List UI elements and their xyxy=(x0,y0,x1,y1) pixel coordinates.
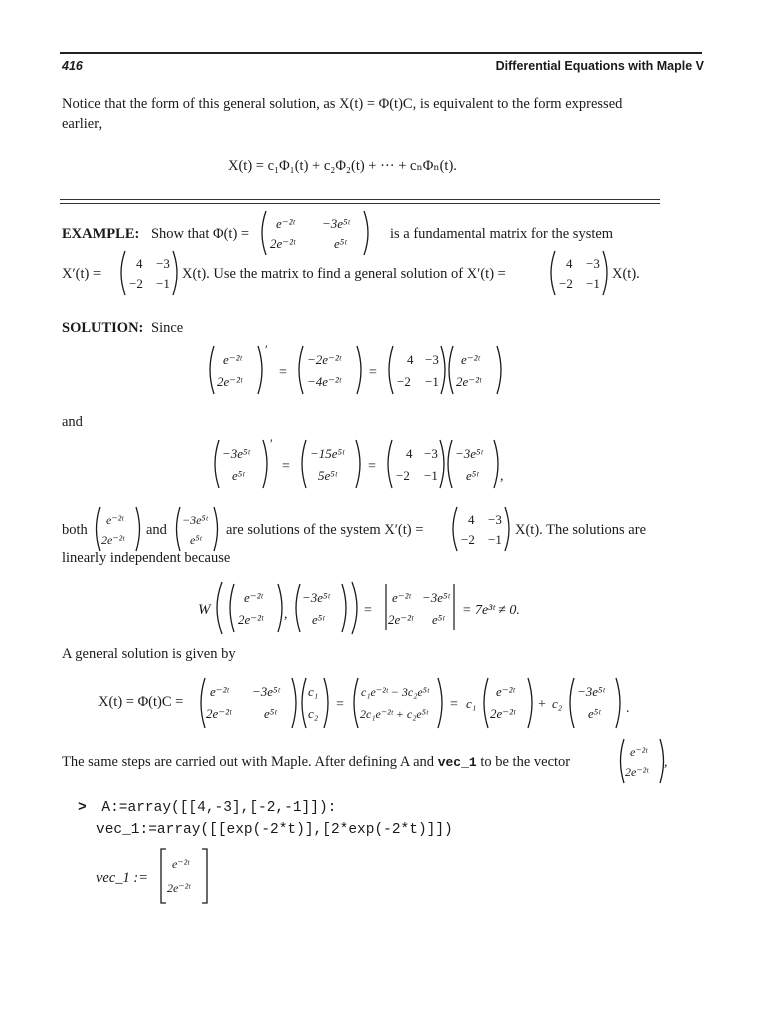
svg-text:.: . xyxy=(626,701,630,716)
solution-and: and xyxy=(62,414,83,430)
wronskian-equation xyxy=(196,578,536,638)
phi-m11: e⁻²ᵗ xyxy=(276,216,295,231)
maple-output-e1: e⁻²ᵗ xyxy=(172,857,190,871)
vector-2 xyxy=(172,504,222,554)
maple-code-line-1 xyxy=(78,800,336,816)
svg-text:c₂: c₂ xyxy=(308,706,319,721)
solution-solutions-are: X(t). The solutions are xyxy=(515,522,647,538)
system-end: X(t). xyxy=(612,266,640,282)
general-lhs: X(t) = Φ(t)C = xyxy=(98,694,184,710)
svg-text:−3: −3 xyxy=(425,352,439,367)
maple-intro-text: The same steps are carried out with Maple. After defining A and xyxy=(62,754,435,770)
phi-m21: 2e⁻²ᵗ xyxy=(270,236,296,251)
solution-and-2: and xyxy=(146,522,167,538)
svg-text:,: , xyxy=(284,607,288,622)
svg-text:−2: −2 xyxy=(397,374,411,389)
example-show-text: Show that Φ(t) = xyxy=(150,226,250,242)
maple-vec-name: vec_1 xyxy=(437,755,477,770)
svg-text:,: , xyxy=(664,755,668,770)
system-text: X(t). Use the matrix to find a general solution of X′(t) = xyxy=(182,266,506,282)
svg-text:e⁻²ᵗ: e⁻²ᵗ xyxy=(461,352,480,367)
svg-text:4: 4 xyxy=(468,512,475,527)
svg-text:−3e⁵ᵗ: −3e⁵ᵗ xyxy=(455,446,483,461)
svg-text:e⁵ᵗ: e⁵ᵗ xyxy=(312,612,325,627)
svg-text:−4e⁻²ᵗ: −4e⁻²ᵗ xyxy=(307,374,341,389)
svg-text:2e⁻²ᵗ: 2e⁻²ᵗ xyxy=(101,533,125,547)
page-number: 416 xyxy=(62,59,83,73)
solution-linearly: linearly independent because xyxy=(62,550,231,566)
wronskian-result: = 7e³ᵗ ≠ 0. xyxy=(462,603,520,618)
vector-1 xyxy=(92,504,144,554)
svg-text:2e⁻²ᵗ: 2e⁻²ᵗ xyxy=(217,374,243,389)
svg-text:−1: −1 xyxy=(424,468,438,483)
A1-m11: 4 xyxy=(136,256,143,271)
solution-both: both xyxy=(62,522,88,538)
A1-m22: −1 xyxy=(156,276,170,291)
example-intro xyxy=(62,224,249,244)
svg-text:+: + xyxy=(538,697,546,712)
maple-intro-text-2: to be the vector xyxy=(480,754,571,770)
svg-text:4: 4 xyxy=(406,446,413,461)
example-fundamental-text: is a fundamental matrix for the system xyxy=(390,226,614,242)
maple-output-vector xyxy=(158,846,210,906)
svg-text:=: = xyxy=(369,365,377,380)
maple-code-2: vec_1:=array([[exp(-2*t)],[2*exp(-2*t)]]) xyxy=(96,822,453,838)
svg-text:=: = xyxy=(368,459,376,474)
vector-3 xyxy=(616,736,668,786)
svg-text:2e⁻²ᵗ: 2e⁻²ᵗ xyxy=(625,765,649,779)
solution-label: SOLUTION: xyxy=(62,320,144,336)
svg-text:−1: −1 xyxy=(425,374,439,389)
svg-text:=: = xyxy=(450,697,458,712)
svg-text:2e⁻²ᵗ: 2e⁻²ᵗ xyxy=(388,612,414,627)
svg-text:4: 4 xyxy=(407,352,414,367)
svg-text:−1: −1 xyxy=(488,532,502,547)
solution-are-solutions: are solutions of the system X′(t) = xyxy=(226,522,424,538)
svg-text:−3e⁵ᵗ: −3e⁵ᵗ xyxy=(222,446,250,461)
svg-text:e⁵ᵗ: e⁵ᵗ xyxy=(232,468,245,483)
svg-text:5e⁵ᵗ: 5e⁵ᵗ xyxy=(318,468,337,483)
A-matrix-1 xyxy=(116,248,182,298)
A1-m21: −2 xyxy=(129,276,143,291)
svg-text:e⁵ᵗ: e⁵ᵗ xyxy=(264,706,277,721)
header-rule xyxy=(60,52,702,54)
maple-output-e2: 2e⁻²ᵗ xyxy=(167,881,191,895)
svg-text:e⁵ᵗ: e⁵ᵗ xyxy=(190,533,202,547)
svg-text:−2e⁻²ᵗ: −2e⁻²ᵗ xyxy=(307,352,341,367)
svg-text:−3e⁵ᵗ: −3e⁵ᵗ xyxy=(577,684,605,699)
phi-matrix xyxy=(256,208,376,258)
example-rule-bottom xyxy=(60,203,660,204)
svg-text:′: ′ xyxy=(270,436,273,451)
A2-m11: 4 xyxy=(566,256,573,271)
A2-m12: −3 xyxy=(586,256,600,271)
svg-text:−3e⁵ᵗ: −3e⁵ᵗ xyxy=(182,513,208,527)
system-lhs: X′(t) = xyxy=(62,266,102,282)
svg-text:′: ′ xyxy=(265,342,268,357)
svg-text:e⁻²ᵗ: e⁻²ᵗ xyxy=(630,745,648,759)
svg-text:e⁵ᵗ: e⁵ᵗ xyxy=(432,612,445,627)
svg-text:=: = xyxy=(279,365,287,380)
svg-text:2e⁻²ᵗ: 2e⁻²ᵗ xyxy=(456,374,482,389)
svg-text:−2: −2 xyxy=(461,532,475,547)
svg-text:e⁻²ᵗ: e⁻²ᵗ xyxy=(210,684,229,699)
A2-m21: −2 xyxy=(559,276,573,291)
svg-text:=: = xyxy=(282,459,290,474)
svg-text:2e⁻²ᵗ: 2e⁻²ᵗ xyxy=(206,706,232,721)
book-title: Differential Equations with Maple V xyxy=(495,59,704,73)
derivative-equation-2 xyxy=(210,436,506,492)
A-matrix-2 xyxy=(546,248,612,298)
svg-text:,: , xyxy=(500,469,504,484)
svg-text:e⁻²ᵗ: e⁻²ᵗ xyxy=(106,513,124,527)
svg-text:e⁻²ᵗ: e⁻²ᵗ xyxy=(392,590,411,605)
A-matrix-3 xyxy=(448,504,514,554)
svg-text:W: W xyxy=(198,602,211,618)
svg-text:2e⁻²ᵗ: 2e⁻²ᵗ xyxy=(238,612,264,627)
svg-text:2c₁e⁻²ᵗ + c₂e⁵ᵗ: 2c₁e⁻²ᵗ + c₂e⁵ᵗ xyxy=(360,707,428,721)
phi-m22: e⁵ᵗ xyxy=(334,236,347,251)
svg-text:e⁻²ᵗ: e⁻²ᵗ xyxy=(244,590,263,605)
svg-text:=: = xyxy=(336,697,344,712)
maple-intro xyxy=(62,752,570,773)
svg-text:=: = xyxy=(364,603,372,618)
svg-text:−15e⁵ᵗ: −15e⁵ᵗ xyxy=(310,446,345,461)
svg-text:e⁻²ᵗ: e⁻²ᵗ xyxy=(496,684,515,699)
svg-text:c₁: c₁ xyxy=(466,696,477,711)
svg-text:−3e⁵ᵗ: −3e⁵ᵗ xyxy=(302,590,330,605)
svg-text:−3e⁵ᵗ: −3e⁵ᵗ xyxy=(252,684,280,699)
svg-text:2e⁻²ᵗ: 2e⁻²ᵗ xyxy=(490,706,516,721)
svg-text:−3: −3 xyxy=(488,512,502,527)
intro-formula: X(t) = c₁Φ₁(t) + c₂Φ₂(t) + ··· + cₙΦₙ(t). xyxy=(228,158,457,174)
svg-text:c₂: c₂ xyxy=(552,696,563,711)
solution-line xyxy=(62,318,183,338)
svg-text:c₁e⁻²ᵗ − 3c₂e⁵ᵗ: c₁e⁻²ᵗ − 3c₂e⁵ᵗ xyxy=(361,685,429,699)
phi-m12: −3e⁵ᵗ xyxy=(322,216,350,231)
svg-text:−3: −3 xyxy=(424,446,438,461)
example-rule-top xyxy=(60,199,660,200)
derivative-equation-1 xyxy=(205,342,505,398)
intro-line-1: Notice that the form of this general solution, as X(t) = Φ(t)C, is equivalent to the form expressed xyxy=(62,96,623,112)
A1-m12: −3 xyxy=(156,256,170,271)
general-text: A general solution is given by xyxy=(62,646,236,662)
general-solution-equation xyxy=(196,674,636,732)
intro-line-2: earlier, xyxy=(62,116,103,132)
svg-text:e⁵ᵗ: e⁵ᵗ xyxy=(588,706,601,721)
A2-m22: −1 xyxy=(586,276,600,291)
maple-code-1: A:=array([[4,-3],[-2,-1]]): xyxy=(101,800,337,816)
svg-text:e⁻²ᵗ: e⁻²ᵗ xyxy=(223,352,242,367)
svg-text:−2: −2 xyxy=(396,468,410,483)
solution-since: Since xyxy=(151,320,184,336)
svg-text:e⁵ᵗ: e⁵ᵗ xyxy=(466,468,479,483)
maple-output-lhs: vec_1 := xyxy=(96,870,149,886)
svg-text:c₁: c₁ xyxy=(308,684,319,699)
example-label: EXAMPLE: xyxy=(62,226,140,242)
maple-prompt: > xyxy=(78,800,87,816)
svg-text:−3e⁵ᵗ: −3e⁵ᵗ xyxy=(422,590,450,605)
